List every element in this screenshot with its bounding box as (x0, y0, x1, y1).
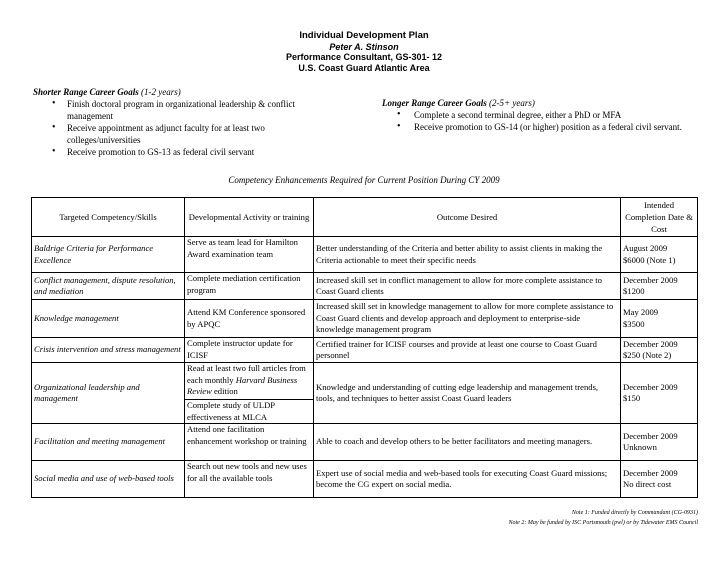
long-goal-item: • Complete a second terminal degree, either a PhD or MFA (382, 109, 702, 121)
outcome-cell: Expert use of social media and web-based tools for executing Coast Guard missions; become the CG expert on social media. (314, 461, 621, 498)
short-goals-title: Shorter Range Career Goals (33, 87, 139, 97)
table-header-row (32, 198, 698, 237)
activity-cell: Attend one facilitation enhancement workshop or training (185, 424, 314, 461)
document-header (0, 31, 728, 73)
activity-cell: Attend KM Conference sponsored by APQC (185, 300, 314, 338)
footnote-1: Note 1: Funded directly by Commandant (CG-0931) (571, 510, 698, 516)
table-row (32, 300, 698, 338)
long-range-goals (382, 97, 702, 133)
activity-cell: Search out new tools and new uses for all the available tools (185, 461, 314, 498)
competency-table (31, 197, 698, 498)
activity-cell: Complete instructor update for ICISF (185, 338, 314, 363)
employee-organization: U.S. Coast Guard Atlantic Area (298, 62, 430, 73)
competency-cell: Conflict management, dispute resolution, and mediation (32, 273, 185, 300)
competency-cell: Crisis intervention and stress management (32, 338, 185, 363)
completion-date: August 2009 (623, 243, 668, 253)
cost: $150 (623, 393, 641, 403)
competency-cell: Knowledge management (32, 300, 185, 338)
employee-position: Performance Consultant, GS-301- 12 (285, 52, 443, 62)
header-outcome: Outcome Desired (314, 198, 621, 237)
long-goal-item: • Receive promotion to GS-14 (or higher) position as a federal civil servant. (382, 121, 702, 133)
table-caption: Competency Enhancements Required for Current Position During CY 2009 (228, 175, 500, 185)
cost: $1200 (623, 286, 645, 296)
competency-cell: Organizational leadership and management (32, 363, 185, 424)
completion-date: May 2009 (623, 307, 659, 317)
outcome-cell: Certified trainer for ICISF courses and provide at least one course to Coast Guard personnel (314, 338, 621, 363)
table-row (32, 237, 698, 273)
outcome-cell: Increased skill set in knowledge management to allow for more complete assistance to Coast Guard clients and develop approach and deployment to enterprise-side knowledge management program (314, 300, 621, 338)
completion-date: December 2009 (623, 338, 678, 349)
table-row (32, 273, 698, 300)
activity-cell: Complete mediation certification program (185, 273, 314, 300)
long-goals-heading (382, 97, 702, 109)
activity-subcell: Complete study of ULDP effectiveness at MLCA (187, 400, 275, 422)
date-cost-cell (621, 363, 698, 424)
header-date-cost: Intended Completion Date & Cost (621, 198, 698, 237)
employee-name: Peter A. Stinson (329, 41, 399, 52)
competency-cell: Facilitation and meeting management (32, 424, 185, 461)
completion-date: December 2009 (623, 430, 678, 441)
short-goals-span: (1-2 years) (141, 87, 181, 97)
cost: $3500 (623, 318, 645, 329)
date-cost-cell (621, 338, 698, 363)
outcome-cell: Increased skill set in conflict management to allow for more complete assistance to Coast Guard clients (314, 273, 621, 300)
short-goal-item: • Finish doctoral program in organizational leadership & conflict management (33, 98, 338, 122)
publication-title: Harvard Business Review (187, 374, 298, 396)
table-row (32, 461, 698, 498)
completion-date: December 2009 (623, 467, 678, 478)
header-competency: Targeted Competency/Skills (32, 198, 185, 237)
date-cost-cell (621, 461, 698, 498)
activity-cell (185, 363, 314, 424)
short-goals-heading (33, 86, 338, 98)
competency-cell: Social media and use of web-based tools (32, 461, 185, 498)
date-cost-cell (621, 273, 698, 300)
table-row (32, 338, 698, 363)
outcome-cell: Better understanding of the Criteria and better ability to assist clients in making the Criteria actionable to meet their specific needs (314, 237, 621, 273)
short-range-goals (33, 86, 338, 158)
activity-text: edition (213, 386, 238, 396)
date-cost-cell (621, 424, 698, 461)
cost: $6000 (Note 1) (623, 254, 676, 265)
outcome-cell: Able to coach and develop others to be better facilitators and meeting managers. (314, 424, 621, 461)
table-row (32, 424, 698, 461)
long-goals-title: Longer Range Career Goals (382, 98, 487, 108)
completion-date: December 2009 (623, 381, 678, 392)
header-activity: Developmental Activity or training (185, 198, 314, 237)
competency-cell: Baldrige Criteria for Performance Excellence (32, 237, 185, 273)
short-goal-item: • Receive appointment as adjunct faculty for at least two colleges/universities (33, 122, 338, 146)
long-goals-span: (2-5+ years) (489, 98, 535, 108)
table-row (32, 363, 698, 424)
completion-date: December 2009 (623, 274, 678, 285)
activity-cell: Serve as team lead for Hamilton Award examination team (185, 237, 314, 273)
document-title: Individual Development Plan (299, 30, 429, 41)
date-cost-cell (621, 300, 698, 338)
footnote-2: Note 2: May be funded by ISC Portsmouth (pwl) or by Tidewater EMS Council (508, 520, 698, 526)
date-cost-cell (621, 237, 698, 273)
cost: No direct cost (623, 479, 672, 489)
activity-subcell (185, 363, 313, 400)
cost: $250 (Note 2) (623, 350, 672, 360)
cost: Unknown (623, 442, 657, 452)
activity-text: Read at least two full articles from each monthly (187, 363, 306, 385)
short-goal-item: • Receive promotion to GS-13 as federal civil servant (33, 146, 338, 158)
outcome-cell: Knowledge and understanding of cutting edge leadership and management trends, tools, and techniques to better assist Coast Guard leaders (314, 363, 621, 424)
